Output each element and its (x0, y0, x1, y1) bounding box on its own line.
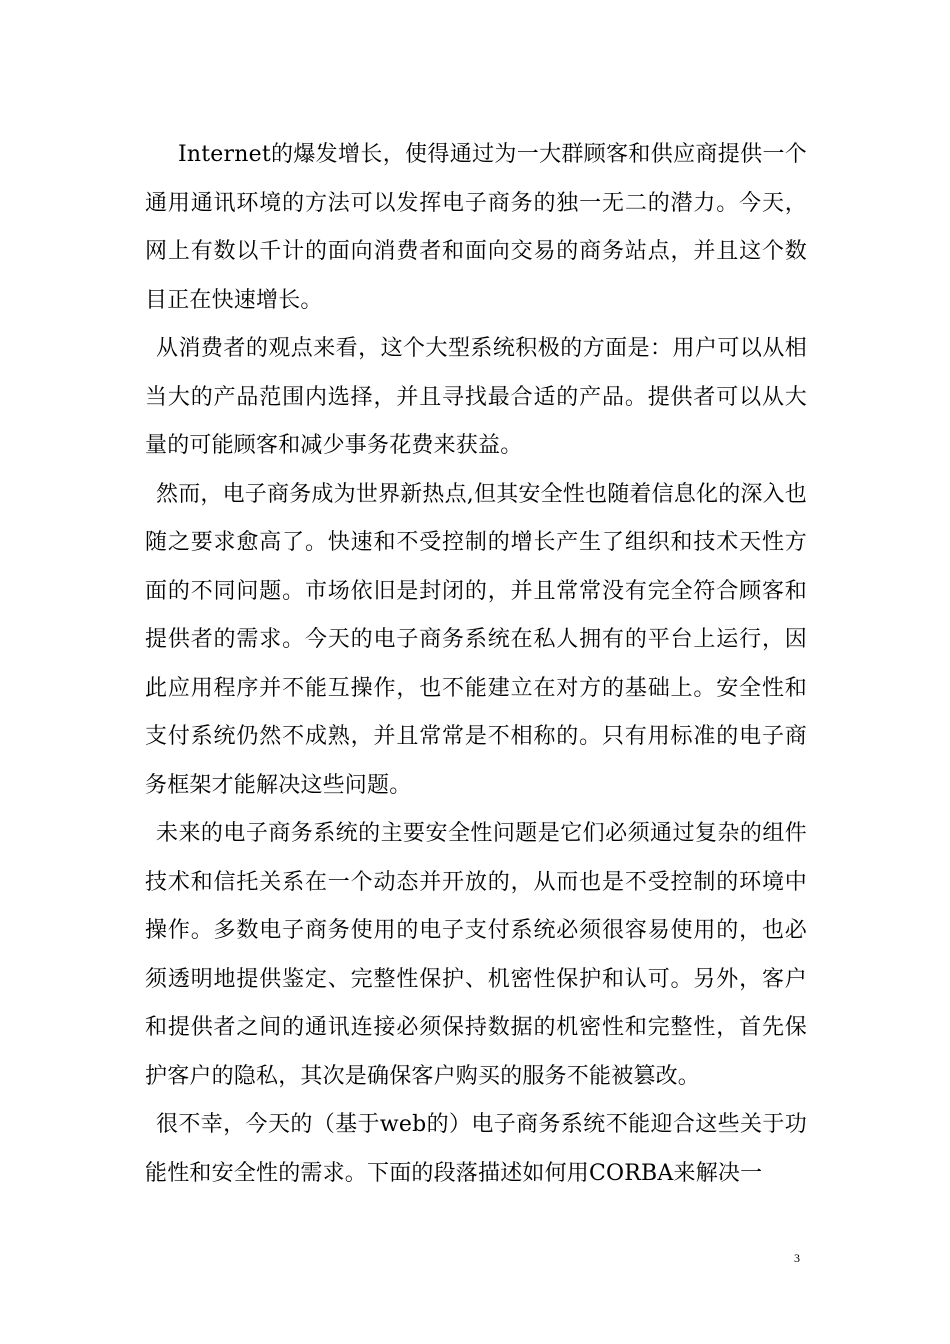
page-number: 3 (794, 1251, 800, 1265)
paragraph-5: 很不幸，今天的（基于web的）电子商务系统不能迎合这些关于功能性和安全性的需求。下面的段落描述如何用CORBA来解决一 (145, 1112, 807, 1186)
paragraph-4: 未来的电子商务系统的主要安全性问题是它们必须通过复杂的组件技术和信托关系在一个动态并开放的，从而也是不受控制的环境中操作。多数电子商务使用的电子支付系统必须很容易使用的，也必须透明地提供鉴定、完整性保护、机密性保护和认可。另外，客户和提供者之间的通讯连接必须保持数据的机密性和完整性，首先保护客户的隐私，其次是确保客户购买的服务不能被篡改。 (145, 821, 807, 1089)
paragraph-3: 然而，电子商务成为世界新热点,但其安全性也随着信息化的深入也随之要求愈高了。快速和不受控制的增长产生了组织和技术天性方面的不同问题。市场依旧是封闭的，并且常常没有完全符合顾客和提供者的需求。今天的电子商务系统在私人拥有的平台上运行，因此应用程序并不能互操作，也不能建立在对方的基础上。安全性和支付系统仍然不成熟，并且常常是不相称的。只有用标准的电子商务框架才能解决这些问题。 (145, 481, 807, 798)
paragraph-2: 从消费者的观点来看，这个大型系统积极的方面是：用户可以从相当大的产品范围内选择，并且寻找最合适的产品。提供者可以从大量的可能顾客和减少事务花费来获益。 (145, 336, 807, 458)
paragraph-1: Internet的爆发增长，使得通过为一大群顾客和供应商提供一个通用通讯环境的方法可以发挥电子商务的独一无二的潜力。今天，网上有数以千计的面向消费者和面向交易的商务站点，并且这个数目正在快速增长。 (145, 142, 807, 313)
body-text (145, 131, 807, 1198)
